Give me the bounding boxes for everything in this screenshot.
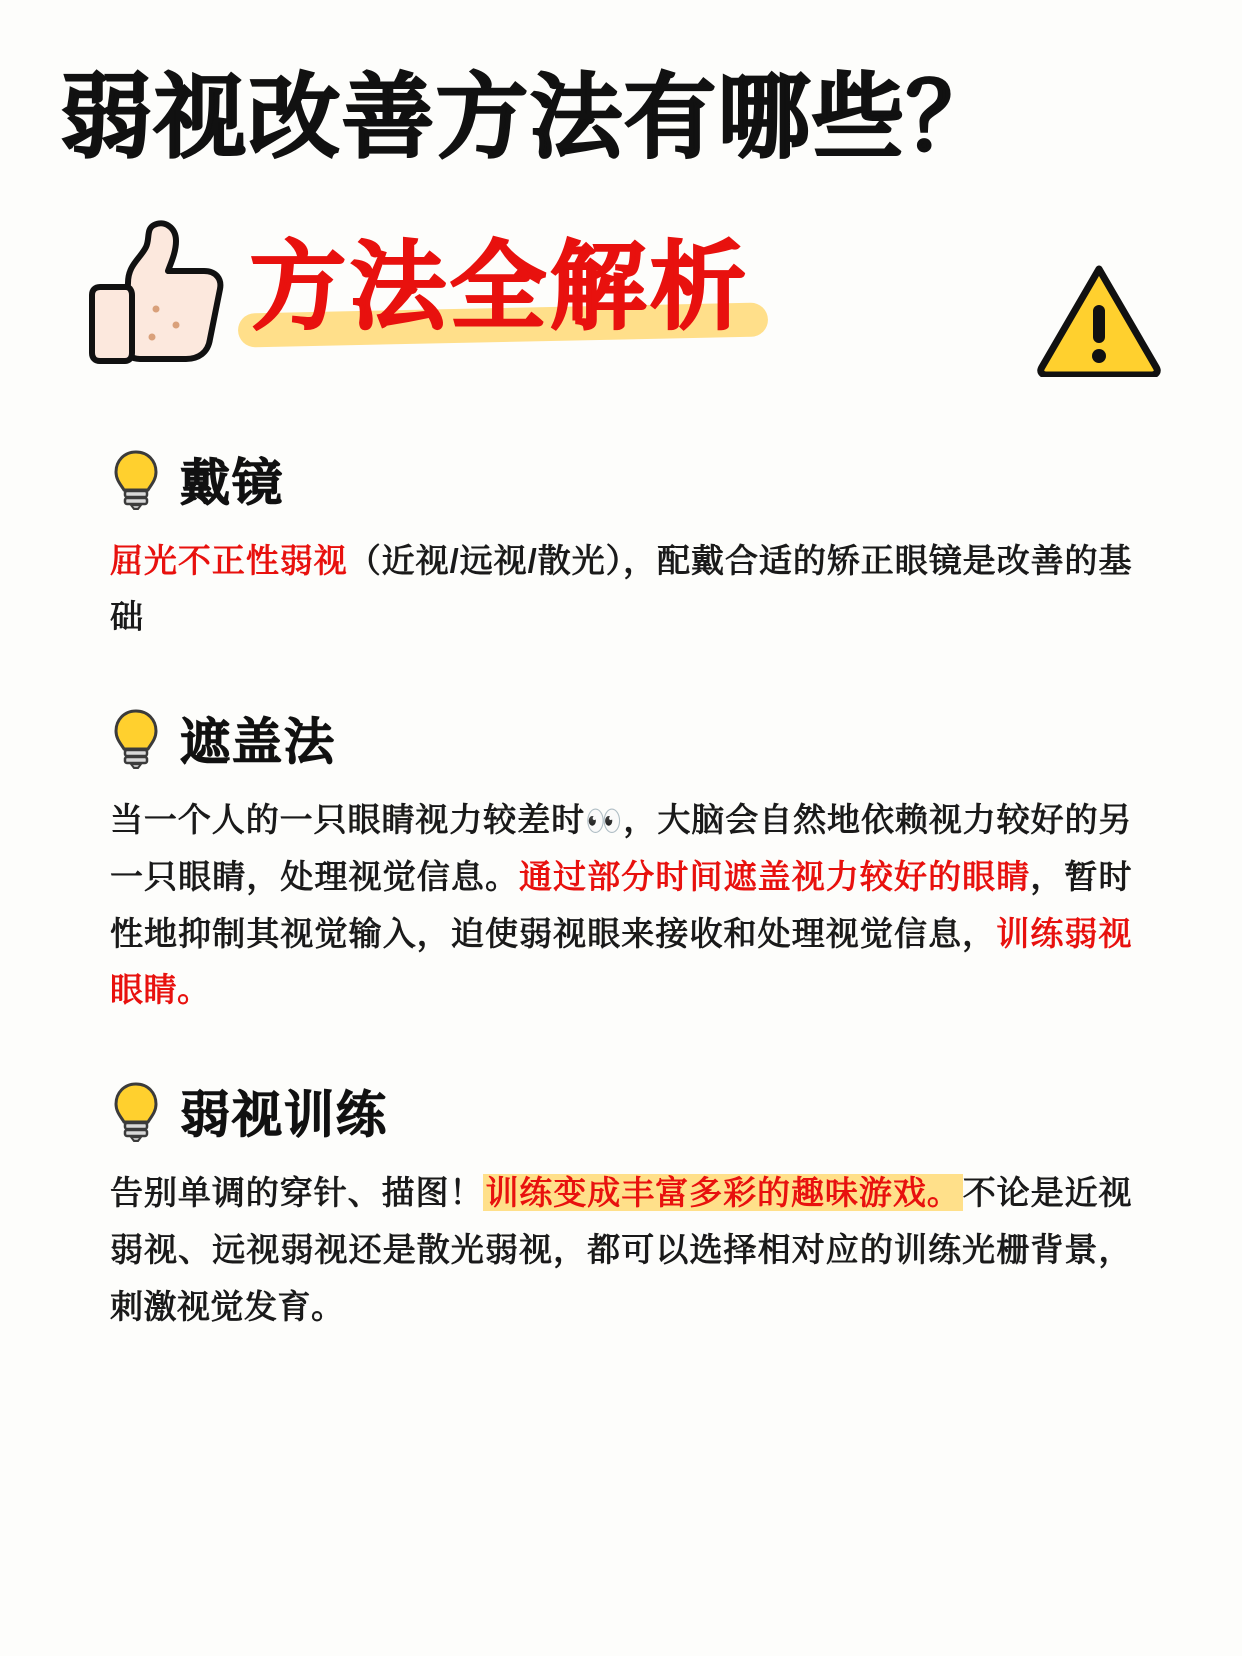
section-body-highlight: 训练变成丰富多彩的趣味游戏。 xyxy=(485,1174,961,1212)
section-body-part: 通过部分时间遮盖视力较好的眼睛 xyxy=(519,857,1031,895)
section-ruoshixunlian xyxy=(110,1075,1132,1335)
section-body-part: 屈光不正性弱视 xyxy=(110,541,348,579)
lightbulb-icon xyxy=(110,707,162,769)
section-body-part: ，大脑会自然地依赖视力较好的另一只眼睛，处理视觉信息。 xyxy=(110,801,1133,895)
page-title: 弱视改善方法有哪些？ xyxy=(60,67,1001,169)
eyes-emoji-icon: 👀 xyxy=(585,805,624,839)
section-body-part: 不论是近视弱视、远视弱视还是散光弱视，都可以选择相对应的训练光栅背景，刺激视觉发育。 xyxy=(110,1174,1133,1325)
section-body-part: （近视/远视/散光），配戴合适的矫正眼镜是改善的基础 xyxy=(110,541,1132,636)
page-subtitle: 方法全解析 xyxy=(250,233,750,341)
lightbulb-icon xyxy=(110,1080,162,1142)
section-header xyxy=(110,702,1132,774)
section-title: 弱视训练 xyxy=(180,1087,388,1144)
section-title: 遮盖法 xyxy=(180,714,336,771)
section-title: 戴镜 xyxy=(180,454,284,511)
subtitle-row xyxy=(60,193,1182,383)
section-body-part: 当一个人的一只眼睛视力较差时 xyxy=(110,801,586,839)
section-zhegaifa xyxy=(110,702,1132,1019)
section-body xyxy=(110,533,1132,647)
poster-header xyxy=(0,0,1242,383)
warning-triangle-icon xyxy=(1036,261,1162,377)
section-body xyxy=(110,792,1132,1019)
section-body-part: 告别单调的穿针、描图！ xyxy=(110,1174,484,1212)
lightbulb-icon xyxy=(110,448,162,510)
section-body-part: 训练弱视眼睛。 xyxy=(110,914,1133,1009)
section-header xyxy=(110,443,1132,515)
section-body-part: ，暂时性地抑制其视觉输入，迫使弱视眼来接收和处理视觉信息， xyxy=(110,857,1133,952)
sections-container xyxy=(0,383,1242,1336)
subtitle-wrap xyxy=(250,233,750,341)
section-daijing xyxy=(110,443,1132,647)
thumbs-up-icon xyxy=(80,213,230,373)
section-header xyxy=(110,1075,1132,1147)
section-body xyxy=(110,1165,1132,1335)
